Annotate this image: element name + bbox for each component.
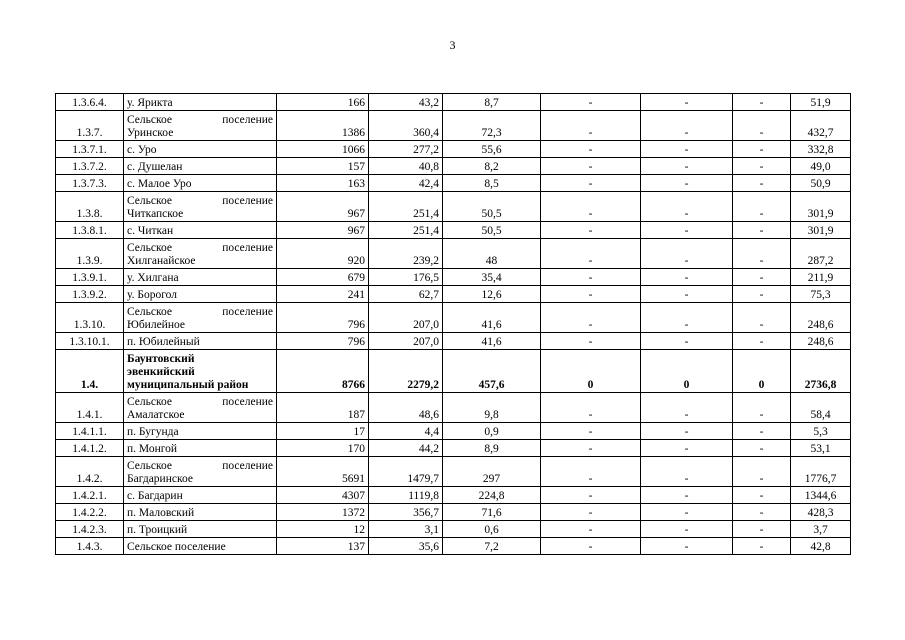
value-cell-2: 48,6: [369, 393, 443, 423]
value-cell-6: -: [733, 440, 791, 457]
value-cell-5: -: [641, 239, 733, 269]
value-cell-5: 0: [641, 350, 733, 393]
total-cell: 428,3: [791, 504, 851, 521]
value-cell-4: -: [541, 538, 641, 555]
row-code: 1.3.10.: [56, 303, 124, 333]
table-row: [56, 192, 851, 222]
row-name-line: Сельское поселение: [127, 396, 273, 408]
table-row: [56, 393, 851, 423]
value-cell-3: 55,6: [443, 141, 541, 158]
value-cell-4: -: [541, 222, 641, 239]
table-row: [56, 333, 851, 350]
value-cell-4: 0: [541, 350, 641, 393]
value-cell-4: -: [541, 457, 641, 487]
total-cell: 2736,8: [791, 350, 851, 393]
table-row: [56, 538, 851, 555]
value-cell-2: 360,4: [369, 111, 443, 141]
population-cell: 967: [277, 222, 369, 239]
row-name: [124, 286, 277, 303]
row-name-line: п. Маловский: [127, 507, 195, 519]
value-cell-6: -: [733, 504, 791, 521]
table-row: [56, 487, 851, 504]
value-cell-6: -: [733, 457, 791, 487]
value-cell-4: -: [541, 239, 641, 269]
value-cell-6: -: [733, 487, 791, 504]
settlements-table: [55, 93, 851, 555]
value-cell-2: 251,4: [369, 222, 443, 239]
value-cell-6: -: [733, 222, 791, 239]
row-name: [124, 158, 277, 175]
table-row: [56, 222, 851, 239]
value-cell-4: -: [541, 158, 641, 175]
row-name-line: п. Бугунда: [127, 426, 179, 438]
value-cell-3: 457,6: [443, 350, 541, 393]
value-cell-3: 72,3: [443, 111, 541, 141]
row-name-line: Амалатское: [127, 409, 185, 421]
total-cell: 287,2: [791, 239, 851, 269]
row-code: 1.3.8.1.: [56, 222, 124, 239]
row-name-line: эвенкийский: [127, 366, 195, 378]
value-cell-5: -: [641, 111, 733, 141]
row-name-line: Хилганайское: [127, 255, 196, 267]
table-row: [56, 158, 851, 175]
value-cell-5: -: [641, 393, 733, 423]
row-name-line: с. Читкан: [127, 225, 174, 237]
row-name-line: Уринское: [127, 127, 174, 139]
value-cell-3: 35,4: [443, 269, 541, 286]
total-cell: 248,6: [791, 333, 851, 350]
value-cell-2: 239,2: [369, 239, 443, 269]
row-name: [124, 111, 277, 141]
row-name: [124, 269, 277, 286]
total-cell: 53,1: [791, 440, 851, 457]
population-cell: 967: [277, 192, 369, 222]
table-row: [56, 175, 851, 192]
value-cell-2: 176,5: [369, 269, 443, 286]
value-cell-5: -: [641, 141, 733, 158]
value-cell-6: -: [733, 111, 791, 141]
row-code: 1.3.8.: [56, 192, 124, 222]
page-number: 3: [449, 38, 456, 52]
total-cell: 3,7: [791, 521, 851, 538]
row-name-line: Сельское поселение: [127, 460, 273, 472]
value-cell-3: 71,6: [443, 504, 541, 521]
row-name: [124, 521, 277, 538]
row-name-line: п. Монгой: [127, 443, 178, 455]
population-cell: 137: [277, 538, 369, 555]
population-cell: 1372: [277, 504, 369, 521]
table-body: [56, 94, 851, 555]
row-code: 1.3.10.1.: [56, 333, 124, 350]
row-name-line: у. Хилгана: [127, 272, 179, 284]
population-cell: 12: [277, 521, 369, 538]
row-name-line: п. Юбилейный: [127, 336, 200, 348]
row-code: 1.3.6.4.: [56, 94, 124, 111]
total-cell: 58,4: [791, 393, 851, 423]
total-cell: 301,9: [791, 192, 851, 222]
value-cell-4: -: [541, 94, 641, 111]
row-name: [124, 457, 277, 487]
value-cell-6: -: [733, 192, 791, 222]
value-cell-3: 41,6: [443, 333, 541, 350]
population-cell: 5691: [277, 457, 369, 487]
value-cell-2: 1119,8: [369, 487, 443, 504]
value-cell-3: 48: [443, 239, 541, 269]
value-cell-2: 277,2: [369, 141, 443, 158]
value-cell-6: -: [733, 175, 791, 192]
value-cell-2: 207,0: [369, 303, 443, 333]
row-code: 1.3.9.: [56, 239, 124, 269]
population-cell: 166: [277, 94, 369, 111]
population-cell: 1066: [277, 141, 369, 158]
row-name: [124, 333, 277, 350]
value-cell-2: 4,4: [369, 423, 443, 440]
value-cell-2: 207,0: [369, 333, 443, 350]
row-name: [124, 303, 277, 333]
row-name-line: Багдаринское: [127, 473, 193, 485]
population-cell: 17: [277, 423, 369, 440]
population-cell: 187: [277, 393, 369, 423]
population-cell: 1386: [277, 111, 369, 141]
row-name-line: у. Борогол: [127, 289, 177, 301]
row-name-line: Сельское поселение: [127, 242, 273, 254]
value-cell-6: -: [733, 158, 791, 175]
row-code: 1.3.9.1.: [56, 269, 124, 286]
table-row: [56, 350, 851, 393]
value-cell-5: -: [641, 504, 733, 521]
value-cell-3: 50,5: [443, 222, 541, 239]
total-cell: 301,9: [791, 222, 851, 239]
population-cell: 920: [277, 239, 369, 269]
row-code: 1.4.2.2.: [56, 504, 124, 521]
value-cell-3: 9,8: [443, 393, 541, 423]
row-name: [124, 423, 277, 440]
value-cell-5: -: [641, 158, 733, 175]
value-cell-6: -: [733, 286, 791, 303]
row-name-line: с. Багдарин: [127, 490, 183, 502]
row-code: 1.4.2.1.: [56, 487, 124, 504]
value-cell-4: -: [541, 487, 641, 504]
value-cell-5: -: [641, 303, 733, 333]
value-cell-4: -: [541, 175, 641, 192]
value-cell-5: -: [641, 192, 733, 222]
total-cell: 1776,7: [791, 457, 851, 487]
table-row: [56, 440, 851, 457]
value-cell-5: -: [641, 487, 733, 504]
row-name-line: муниципальный район: [127, 379, 249, 391]
table-row: [56, 303, 851, 333]
row-name-line: п. Троицкий: [127, 524, 188, 536]
value-cell-2: 40,8: [369, 158, 443, 175]
value-cell-3: 0,9: [443, 423, 541, 440]
value-cell-5: -: [641, 440, 733, 457]
row-name-line: с. Уро: [127, 144, 157, 156]
value-cell-5: -: [641, 333, 733, 350]
value-cell-3: 8,2: [443, 158, 541, 175]
row-name-line: Юбилейное: [127, 319, 185, 331]
table-row: [56, 269, 851, 286]
table-row: [56, 141, 851, 158]
value-cell-6: -: [733, 303, 791, 333]
value-cell-6: -: [733, 269, 791, 286]
total-cell: 432,7: [791, 111, 851, 141]
table-row: [56, 521, 851, 538]
total-cell: 1344,6: [791, 487, 851, 504]
value-cell-2: 35,6: [369, 538, 443, 555]
value-cell-3: 12,6: [443, 286, 541, 303]
value-cell-4: -: [541, 423, 641, 440]
value-cell-5: -: [641, 457, 733, 487]
value-cell-3: 41,6: [443, 303, 541, 333]
value-cell-6: -: [733, 393, 791, 423]
value-cell-5: -: [641, 269, 733, 286]
value-cell-4: -: [541, 192, 641, 222]
value-cell-2: 356,7: [369, 504, 443, 521]
row-name-line: у. Ярикта: [127, 97, 173, 109]
value-cell-2: 62,7: [369, 286, 443, 303]
row-code: 1.3.9.2.: [56, 286, 124, 303]
value-cell-2: 3,1: [369, 521, 443, 538]
row-name-line: Сельское поселение: [127, 541, 226, 553]
row-name: [124, 94, 277, 111]
row-code: 1.4.: [56, 350, 124, 393]
population-cell: 796: [277, 303, 369, 333]
row-code: 1.4.2.: [56, 457, 124, 487]
value-cell-2: 1479,7: [369, 457, 443, 487]
value-cell-4: -: [541, 269, 641, 286]
table-row: [56, 457, 851, 487]
value-cell-6: 0: [733, 350, 791, 393]
value-cell-3: 7,2: [443, 538, 541, 555]
row-name: [124, 487, 277, 504]
table-row: [56, 286, 851, 303]
row-name: [124, 504, 277, 521]
value-cell-3: 50,5: [443, 192, 541, 222]
total-cell: 42,8: [791, 538, 851, 555]
value-cell-4: -: [541, 141, 641, 158]
row-name-line: Сельское поселение: [127, 306, 273, 318]
row-name: [124, 393, 277, 423]
row-code: 1.4.1.1.: [56, 423, 124, 440]
value-cell-2: 42,4: [369, 175, 443, 192]
population-cell: 796: [277, 333, 369, 350]
population-cell: 8766: [277, 350, 369, 393]
value-cell-4: -: [541, 333, 641, 350]
total-cell: 49,0: [791, 158, 851, 175]
value-cell-5: -: [641, 222, 733, 239]
value-cell-4: -: [541, 521, 641, 538]
row-name-line: Сельское поселение: [127, 114, 273, 126]
total-cell: 75,3: [791, 286, 851, 303]
value-cell-4: -: [541, 286, 641, 303]
value-cell-4: -: [541, 504, 641, 521]
value-cell-3: 8,7: [443, 94, 541, 111]
value-cell-3: 8,9: [443, 440, 541, 457]
row-name: [124, 350, 277, 393]
value-cell-4: -: [541, 111, 641, 141]
row-code: 1.3.7.: [56, 111, 124, 141]
row-code: 1.3.7.1.: [56, 141, 124, 158]
table-row: [56, 94, 851, 111]
total-cell: 211,9: [791, 269, 851, 286]
total-cell: 332,8: [791, 141, 851, 158]
value-cell-3: 0,6: [443, 521, 541, 538]
value-cell-6: -: [733, 94, 791, 111]
row-name: [124, 440, 277, 457]
row-name-line: с. Душелан: [127, 161, 183, 173]
population-cell: 163: [277, 175, 369, 192]
row-name-line: с. Малое Уро: [127, 178, 192, 190]
table-row: [56, 111, 851, 141]
value-cell-6: -: [733, 538, 791, 555]
row-code: 1.3.7.3.: [56, 175, 124, 192]
table-row: [56, 239, 851, 269]
value-cell-2: 251,4: [369, 192, 443, 222]
value-cell-5: -: [641, 175, 733, 192]
value-cell-5: -: [641, 538, 733, 555]
value-cell-6: -: [733, 141, 791, 158]
total-cell: 51,9: [791, 94, 851, 111]
value-cell-5: -: [641, 286, 733, 303]
population-cell: 4307: [277, 487, 369, 504]
row-name-line: Сельское поселение: [127, 195, 273, 207]
population-cell: 170: [277, 440, 369, 457]
value-cell-5: -: [641, 521, 733, 538]
row-code: 1.4.1.2.: [56, 440, 124, 457]
value-cell-3: 224,8: [443, 487, 541, 504]
value-cell-2: 44,2: [369, 440, 443, 457]
row-name-line: Баунтовский: [127, 353, 195, 365]
value-cell-2: 2279,2: [369, 350, 443, 393]
row-name: [124, 239, 277, 269]
row-name: [124, 538, 277, 555]
row-code: 1.4.2.3.: [56, 521, 124, 538]
population-cell: 157: [277, 158, 369, 175]
value-cell-2: 43,2: [369, 94, 443, 111]
row-name: [124, 175, 277, 192]
table-row: [56, 423, 851, 440]
value-cell-4: -: [541, 303, 641, 333]
row-name: [124, 192, 277, 222]
value-cell-6: -: [733, 333, 791, 350]
value-cell-5: -: [641, 94, 733, 111]
row-code: 1.4.1.: [56, 393, 124, 423]
total-cell: 248,6: [791, 303, 851, 333]
row-name-line: Читкапское: [127, 208, 184, 220]
value-cell-3: 297: [443, 457, 541, 487]
value-cell-4: -: [541, 393, 641, 423]
value-cell-6: -: [733, 239, 791, 269]
row-name: [124, 222, 277, 239]
total-cell: 50,9: [791, 175, 851, 192]
value-cell-6: -: [733, 521, 791, 538]
row-code: 1.4.3.: [56, 538, 124, 555]
total-cell: 5,3: [791, 423, 851, 440]
population-cell: 679: [277, 269, 369, 286]
value-cell-3: 8,5: [443, 175, 541, 192]
row-code: 1.3.7.2.: [56, 158, 124, 175]
population-cell: 241: [277, 286, 369, 303]
row-name: [124, 141, 277, 158]
value-cell-4: -: [541, 440, 641, 457]
value-cell-6: -: [733, 423, 791, 440]
value-cell-5: -: [641, 423, 733, 440]
table-row: [56, 504, 851, 521]
